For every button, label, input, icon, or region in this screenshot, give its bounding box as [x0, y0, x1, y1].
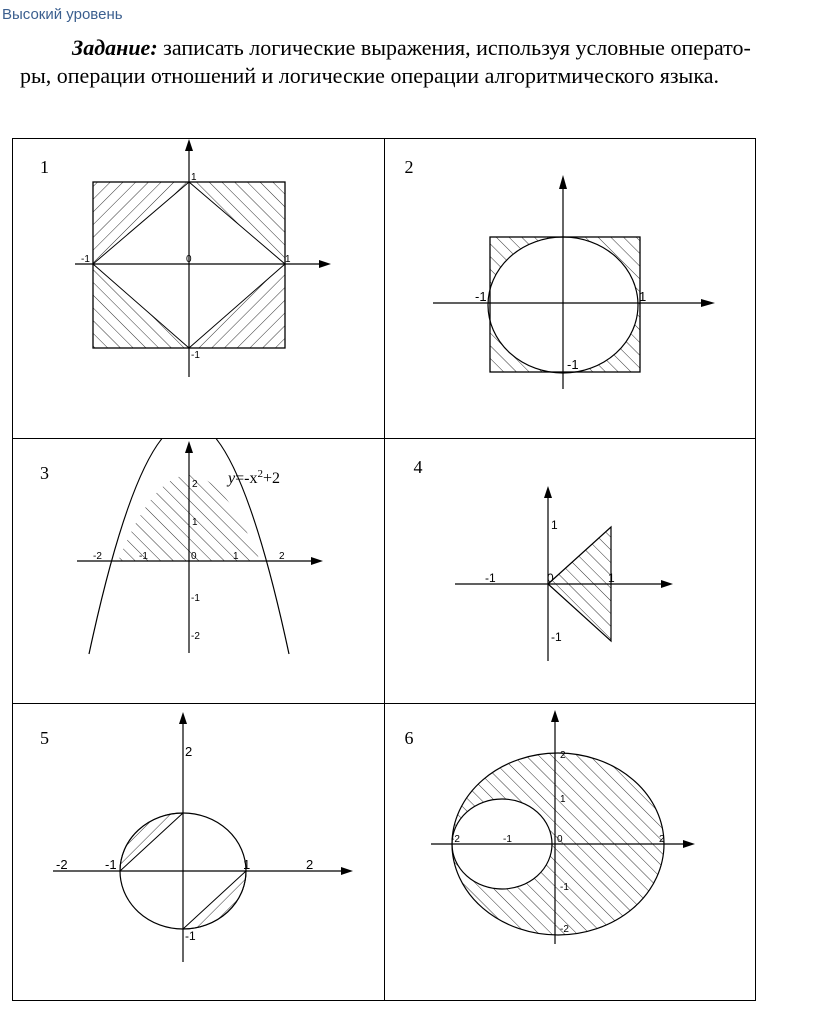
tick-label: 2 — [279, 551, 285, 562]
figure-cell-6 — [384, 704, 756, 1001]
figure-cell-5 — [13, 704, 385, 1001]
task-statement — [20, 34, 780, 90]
tick-label: 2 — [306, 857, 314, 872]
x-axis-arrow-icon — [319, 260, 331, 268]
figure-number: 6 — [404, 728, 414, 748]
figure-number: 1 — [40, 157, 49, 177]
tick-label: 1 — [550, 518, 558, 532]
tick-label: 1 — [559, 794, 566, 805]
y-axis-arrow-icon — [559, 175, 567, 189]
figure-6-graph — [385, 704, 757, 1001]
tick-label: -2 — [191, 631, 200, 642]
shaded-segment — [183, 871, 246, 929]
tick-label: -1 — [566, 357, 579, 372]
x-axis-arrow-icon — [701, 299, 715, 307]
tick-label: 0 — [556, 834, 563, 845]
figure-cell-1 — [13, 139, 385, 439]
tick-label: 2 — [192, 479, 198, 490]
tick-label: -1 — [484, 571, 496, 585]
figure-cell-2 — [384, 139, 756, 439]
figures-table — [12, 138, 756, 1001]
x-axis-arrow-icon — [341, 867, 353, 875]
parabola-formula: $y=-x^2+2$ — [228, 468, 280, 487]
tick-label: -1 — [185, 929, 196, 943]
tick-label: -2 — [56, 857, 68, 872]
figure-2-graph — [385, 139, 757, 439]
tick-label: -1 — [559, 882, 569, 893]
tick-label: -1 — [550, 630, 562, 644]
tick-label: 1 — [285, 254, 291, 265]
level-heading: Высокий уровень — [2, 6, 123, 23]
tick-label: -2 — [450, 834, 460, 845]
tick-label: 2 — [185, 744, 193, 759]
tick-label: -2 — [93, 551, 102, 562]
y-axis-arrow-icon — [179, 712, 187, 724]
tick-label: 2 — [559, 750, 566, 761]
figure-5-graph — [13, 704, 385, 1001]
tick-label: 1 — [233, 551, 239, 562]
tick-label: 0 — [186, 254, 192, 265]
figure-cell-3 — [13, 439, 385, 704]
figure-cell-4 — [384, 439, 756, 704]
tick-label: 1 — [192, 517, 198, 528]
tick-label: 1 — [638, 289, 646, 304]
tick-label: -1 — [191, 593, 200, 604]
figure-1-graph — [13, 139, 385, 439]
y-axis-arrow-icon — [551, 710, 559, 722]
tick-label: -1 — [105, 857, 117, 872]
tick-label: -1 — [139, 551, 148, 562]
task-label: Задание: — [72, 35, 158, 60]
tick-label: 1 — [243, 857, 251, 872]
figure-number: 3 — [40, 463, 49, 483]
figure-number: 2 — [404, 157, 414, 177]
task-text: записать логические выражения, используя условные операто-ры, операции отношений и логические операции алгоритмического языка. — [20, 35, 751, 88]
tick-label: 2 — [658, 834, 665, 845]
y-axis-arrow-icon — [544, 486, 552, 498]
tick-label: -1 — [191, 350, 200, 361]
x-axis-arrow-icon — [661, 580, 673, 588]
tick-label: 0 — [546, 571, 554, 585]
x-axis-arrow-icon — [683, 840, 695, 848]
tick-label: 0 — [191, 551, 197, 562]
x-axis-arrow-icon — [311, 557, 323, 565]
tick-label: -1 — [81, 254, 90, 265]
figure-number: 5 — [40, 728, 49, 748]
tick-label: 1 — [191, 172, 197, 183]
tick-label: -1 — [474, 289, 487, 304]
shaded-segment — [120, 813, 183, 871]
figure-number: 4 — [413, 457, 423, 477]
figure-3-graph — [13, 439, 385, 704]
y-axis-arrow-icon — [185, 441, 193, 453]
tick-label: -1 — [502, 834, 512, 845]
y-axis-arrow-icon — [185, 139, 193, 151]
tick-label: -2 — [559, 924, 569, 935]
figure-4-graph — [385, 439, 757, 704]
tick-label: 1 — [607, 571, 615, 585]
